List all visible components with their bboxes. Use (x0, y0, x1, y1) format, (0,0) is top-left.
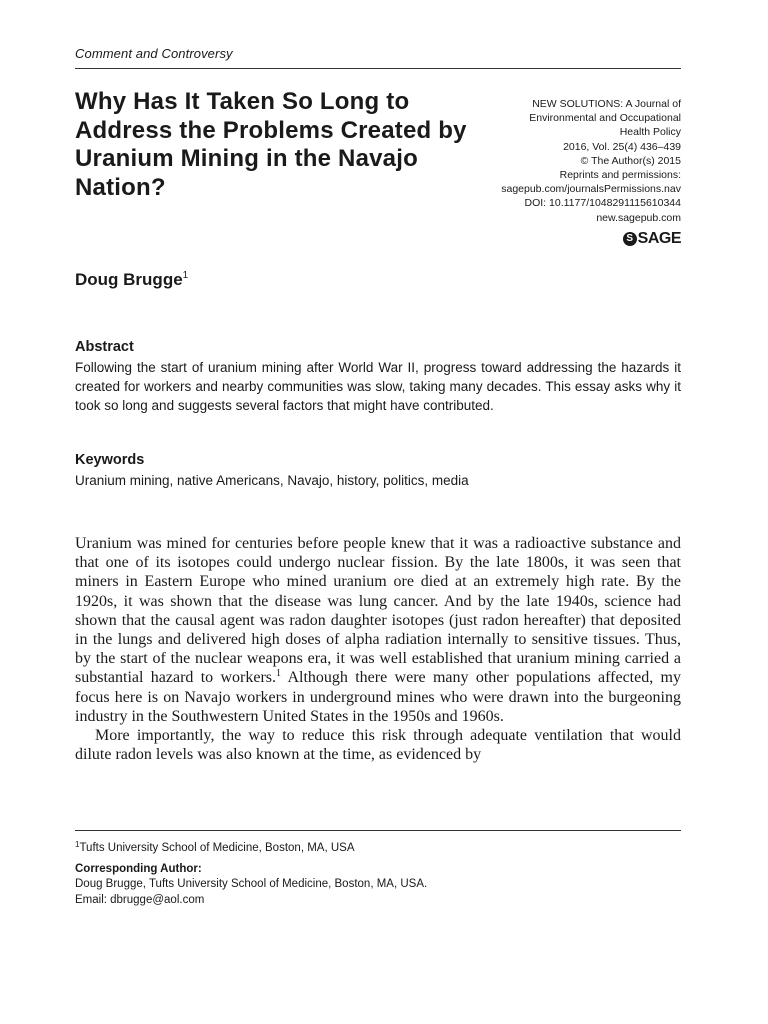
journal-info-line: © The Author(s) 2015 (580, 154, 681, 167)
keywords-text: Uranium mining, native Americans, Navajo, history, politics, media (75, 473, 469, 488)
running-head: Comment and Controversy (75, 46, 233, 61)
corresponding-author-label: Corresponding Author: (75, 862, 202, 875)
journal-info-line: Environmental and Occupational (529, 112, 681, 125)
author-name: Doug Brugge (75, 270, 183, 289)
body-paragraph-text: Uranium was mined for centuries before people knew that it was a radioactive substance and that one of its isotopes could undergo nuclear fission. By the late 1800s, it was seen that miners in Eastern Europe who mined uranium ore died at an extremely high rate. By the 1920s, it was shown that the disease was lung cancer. And by the late 1940s, science had shown that the causal agent was radon daughter isotopes (just radon hereafter) that deposited in the lungs and delivered high doses of alpha radiation internally to sensitive tissues. Thus, by the start of the nuclear weapons era, it was well established that uranium mining carried a substantial hazard to workers. (75, 535, 681, 687)
corresponding-author-address: Doug Brugge, Tufts University School of Medicine, Boston, MA, USA. (75, 878, 428, 890)
author-line (75, 270, 188, 290)
sage-logo (623, 230, 681, 248)
journal-info-line: DOI: 10.1177/1048291115610344 (524, 197, 681, 210)
affiliation-note-mark: 1 (75, 840, 80, 849)
footnote-rule (75, 830, 681, 831)
body-text (75, 534, 681, 764)
reference-mark: 1 (276, 668, 282, 680)
journal-info-line: Health Policy (619, 126, 681, 139)
sage-logo-text: SAGE (637, 230, 681, 247)
keywords-heading: Keywords (75, 452, 145, 468)
sage-logo-mark-icon: S (623, 232, 637, 246)
journal-info-line: 2016, Vol. 25(4) 436–439 (563, 140, 681, 153)
body-paragraph-text: Although there were many other populations affected, my focus here is on Navajo workers in underground mines who were drawn into the burgeoning industry in the Southwestern United States in the 1950s and 1960s. (75, 669, 681, 725)
body-paragraph: More importantly, the way to reduce this risk through adequate ventilation that would dilute radon levels was also known at the time, as evidenced by (75, 727, 681, 764)
article-title: Why Has It Taken So Long to Address the Problems Created by Uranium Mining in the Navajo Nation? (75, 88, 467, 201)
header-rule (75, 68, 681, 69)
corresponding-author-email: Email: dbrugge@aol.com (75, 893, 205, 906)
affiliation-note (75, 841, 681, 857)
journal-info-line: sagepub.com/journalsPermissions.nav (501, 183, 681, 196)
abstract-text: Following the start of uranium mining after World War II, progress toward addressing the hazards it created for workers and nearby communities was slow, taking many decades. This essay asks why it took so long and suggests several factors that might have contributed. (75, 360, 681, 413)
affiliation-note-text: Tufts University School of Medicine, Boston, MA, USA (79, 842, 355, 854)
journal-info-line: Reprints and permissions: (559, 169, 681, 182)
journal-info-line: NEW SOLUTIONS: A Journal of (532, 98, 681, 110)
footnotes (75, 841, 681, 908)
author-affiliation-mark: 1 (182, 270, 189, 281)
abstract-heading: Abstract (75, 339, 134, 355)
body-paragraph (75, 534, 681, 726)
journal-info (421, 97, 681, 225)
journal-info-line: new.sagepub.com (596, 211, 681, 224)
